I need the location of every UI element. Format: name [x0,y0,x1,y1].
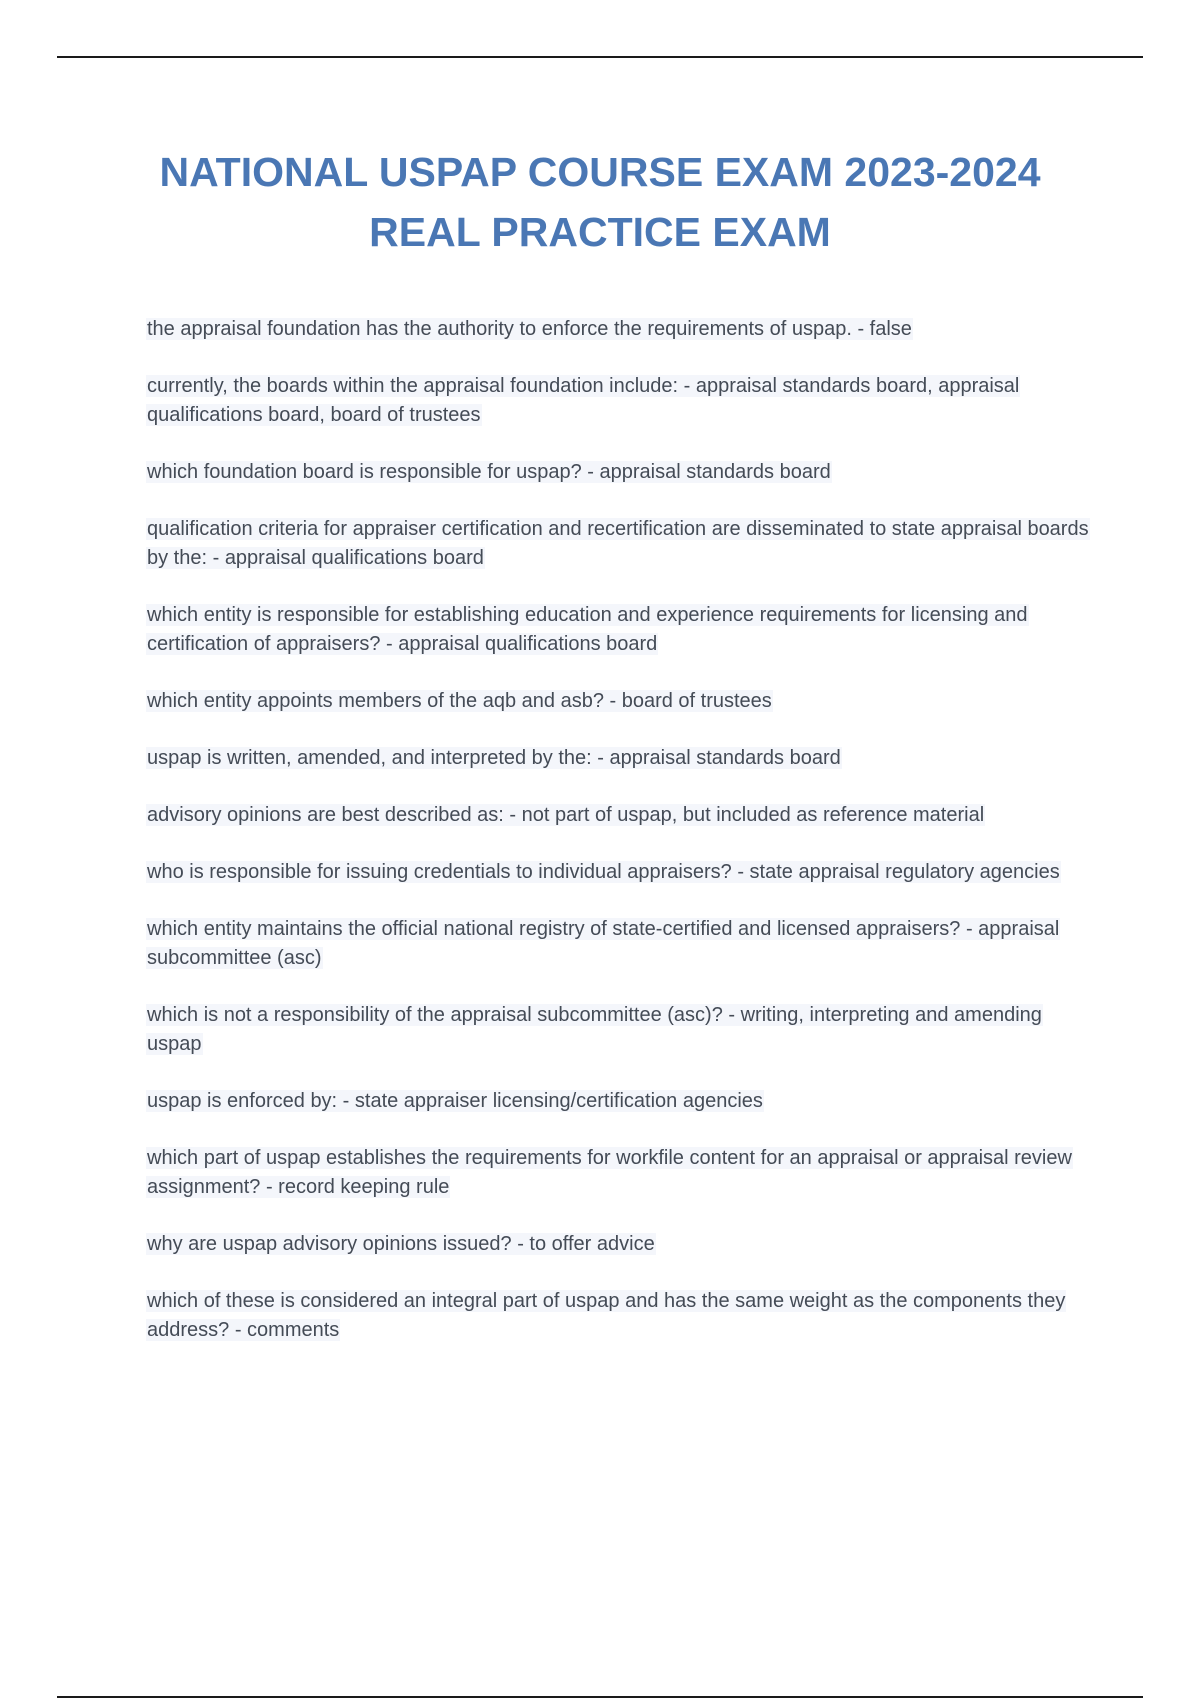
qa-item [146,915,1096,973]
qa-item-text: uspap is written, amended, and interpreted by the: - appraisal standards board [147,747,841,769]
qa-item-text: which entity is responsible for establishing education and experience requirements for licensing and certification of appraisers? - appraisal qualifications board [147,604,1028,655]
qa-item [146,372,1096,430]
qa-item [146,744,1096,773]
qa-item [146,315,1096,344]
qa-item [146,601,1096,659]
qa-item-text: which entity maintains the official national registry of state-certified and licensed appraisers? - appraisal subcommittee (asc) [147,918,1060,969]
qa-item [146,1230,1096,1259]
qa-item-text: which is not a responsibility of the appraisal subcommittee (asc)? - writing, interpreting and amending uspap [147,1004,1042,1055]
qa-item [146,858,1096,887]
qa-item-text: uspap is enforced by: - state appraiser licensing/certification agencies [147,1090,763,1112]
qa-item-text: which foundation board is responsible for uspap? - appraisal standards board [147,461,831,483]
top-rule [57,56,1143,58]
qa-item [146,458,1096,487]
qa-item-text: which of these is considered an integral part of uspap and has the same weight as the components they address? - comments [147,1290,1066,1341]
qa-item-text: why are uspap advisory opinions issued? - to offer advice [147,1233,655,1255]
qa-item [146,801,1096,830]
qa-item-text: which entity appoints members of the aqb and asb? - board of trustees [147,690,772,712]
qa-item-text: the appraisal foundation has the authority to enforce the requirements of uspap. - false [147,318,912,340]
qa-item [146,1001,1096,1059]
question-answer-list [146,315,1096,1373]
title-line-1: NATIONAL USPAP COURSE EXAM 2023-2024 [159,149,1041,195]
qa-item-text: who is responsible for issuing credentials to individual appraisers? - state appraisal regulatory agencies [147,861,1060,883]
document-title [0,142,1200,262]
qa-item [146,1287,1096,1345]
qa-item [146,1087,1096,1116]
title-line-2: REAL PRACTICE EXAM [369,209,831,255]
qa-item [146,1144,1096,1202]
qa-item-text: currently, the boards within the appraisal foundation include: - appraisal standards board, appraisal qualifications board, board of trustees [147,375,1020,426]
qa-item [146,515,1096,573]
qa-item-text: advisory opinions are best described as: - not part of uspap, but included as reference material [147,804,985,826]
bottom-rule [57,1696,1143,1698]
qa-item-text: qualification criteria for appraiser certification and recertification are disseminated to state appraisal boards by the: - appraisal qualifications board [147,518,1089,569]
qa-item [146,687,1096,716]
qa-item-text: which part of uspap establishes the requirements for workfile content for an appraisal or appraisal review assignment? - record keeping rule [147,1147,1072,1198]
